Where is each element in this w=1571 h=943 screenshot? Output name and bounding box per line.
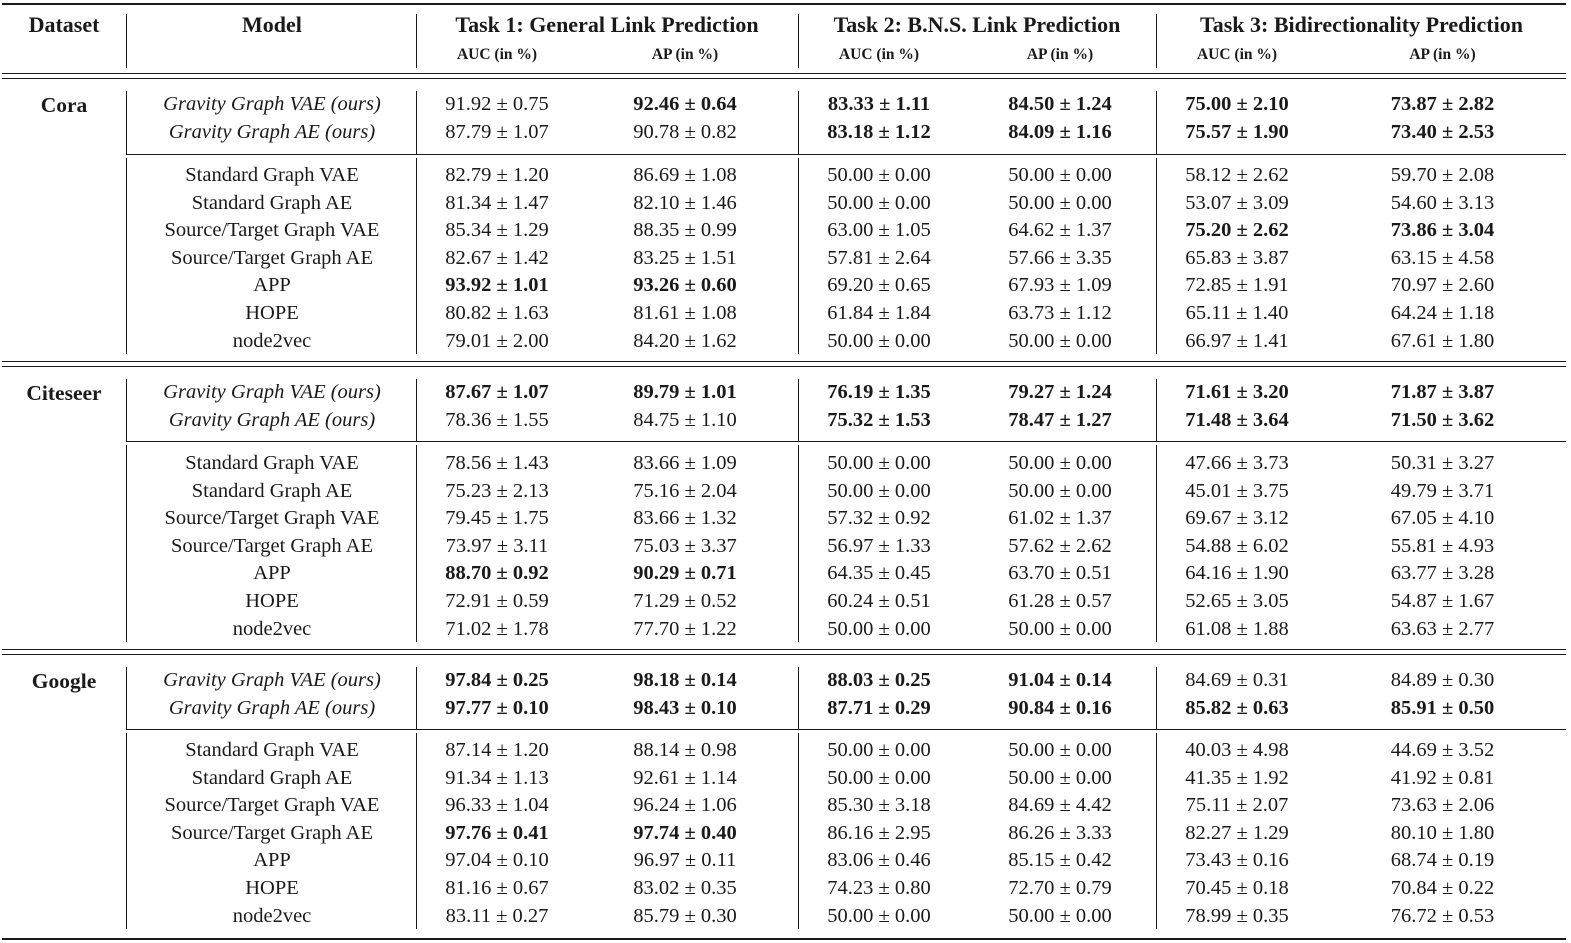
group-separator xyxy=(126,441,1566,442)
model-name: HOPE xyxy=(245,877,299,899)
metric-cell: 79.01 ± 2.00 xyxy=(445,330,549,352)
model-name: HOPE xyxy=(245,590,299,612)
model-name: Source/Target Graph AE xyxy=(171,822,373,844)
metric-cell: 88.14 ± 0.98 xyxy=(633,739,737,761)
metric-cell: 71.61 ± 3.20 xyxy=(1185,381,1289,403)
metric-cell: 84.50 ± 1.24 xyxy=(1008,93,1112,115)
metric-cell: 50.00 ± 0.00 xyxy=(827,452,931,474)
metric-cell: 81.16 ± 0.67 xyxy=(445,877,549,899)
metric-cell: 50.00 ± 0.00 xyxy=(827,739,931,761)
model-name: APP xyxy=(253,849,291,871)
double-rule xyxy=(2,366,1566,367)
metric-cell: 97.76 ± 0.41 xyxy=(445,822,549,844)
metric-cell: 84.69 ± 4.42 xyxy=(1008,794,1112,816)
metric-cell: 82.27 ± 1.29 xyxy=(1185,822,1289,844)
metric-cell: 83.02 ± 0.35 xyxy=(633,877,737,899)
metric-cell: 77.70 ± 1.22 xyxy=(633,618,737,640)
metric-cell: 86.16 ± 2.95 xyxy=(827,822,931,844)
column-divider xyxy=(126,158,127,354)
metric-cell: 91.04 ± 0.14 xyxy=(1008,669,1112,691)
metric-cell: 85.34 ± 1.29 xyxy=(445,219,549,241)
model-name: Source/Target Graph AE xyxy=(171,247,373,269)
metric-cell: 70.84 ± 0.22 xyxy=(1390,877,1495,899)
auc-subheader: AUC (in %) xyxy=(456,46,538,63)
metric-cell: 54.60 ± 3.13 xyxy=(1390,192,1495,214)
metric-cell: 78.36 ± 1.55 xyxy=(445,409,549,431)
metric-cell: 72.91 ± 0.59 xyxy=(445,590,549,612)
dataset-header: Dataset xyxy=(28,12,100,37)
metric-cell: 65.83 ± 3.87 xyxy=(1185,247,1289,269)
metric-cell: 47.66 ± 3.73 xyxy=(1185,452,1289,474)
metric-cell: 73.43 ± 0.16 xyxy=(1185,849,1289,871)
metric-cell: 66.97 ± 1.41 xyxy=(1185,330,1289,352)
model-name: Standard Graph VAE xyxy=(185,164,359,186)
metric-cell: 83.66 ± 1.09 xyxy=(633,452,737,474)
metric-cell: 57.32 ± 0.92 xyxy=(827,507,931,529)
metric-cell: 74.23 ± 0.80 xyxy=(827,877,931,899)
metric-cell: 61.84 ± 1.84 xyxy=(827,302,931,324)
metric-cell: 84.20 ± 1.62 xyxy=(633,330,737,352)
metric-cell: 83.66 ± 1.32 xyxy=(633,507,737,529)
metric-cell: 75.32 ± 1.53 xyxy=(827,409,931,431)
model-name: APP xyxy=(253,562,291,584)
column-divider xyxy=(416,733,417,929)
double-rule xyxy=(2,73,1566,74)
metric-cell: 91.92 ± 0.75 xyxy=(445,93,549,115)
metric-cell: 75.20 ± 2.62 xyxy=(1185,219,1289,241)
dataset-name: Google xyxy=(31,669,97,693)
metric-cell: 63.77 ± 3.28 xyxy=(1390,562,1495,584)
metric-cell: 73.87 ± 2.82 xyxy=(1390,93,1495,115)
metric-cell: 85.91 ± 0.50 xyxy=(1390,697,1495,719)
metric-cell: 90.84 ± 0.16 xyxy=(1008,697,1112,719)
metric-cell: 98.18 ± 0.14 xyxy=(633,669,737,691)
metric-cell: 63.63 ± 2.77 xyxy=(1390,618,1495,640)
metric-cell: 61.08 ± 1.88 xyxy=(1185,618,1289,640)
top-rule xyxy=(2,3,1566,5)
metric-cell: 78.47 ± 1.27 xyxy=(1008,409,1112,431)
metric-cell: 81.34 ± 1.47 xyxy=(445,192,549,214)
metric-cell: 61.28 ± 0.57 xyxy=(1008,590,1112,612)
metric-cell: 61.02 ± 1.37 xyxy=(1008,507,1112,529)
metric-cell: 75.03 ± 3.37 xyxy=(633,535,737,557)
metric-cell: 92.46 ± 0.64 xyxy=(633,93,737,115)
metric-cell: 63.15 ± 4.58 xyxy=(1390,247,1495,269)
metric-cell: 85.79 ± 0.30 xyxy=(633,905,737,927)
metric-cell: 83.11 ± 0.27 xyxy=(445,905,549,927)
metric-cell: 80.82 ± 1.63 xyxy=(445,302,549,324)
metric-cell: 54.87 ± 1.67 xyxy=(1390,590,1495,612)
metric-cell: 88.70 ± 0.92 xyxy=(445,562,549,584)
metric-cell: 50.00 ± 0.00 xyxy=(1008,192,1112,214)
metric-cell: 89.79 ± 1.01 xyxy=(633,381,737,403)
double-rule xyxy=(2,654,1566,655)
metric-cell: 72.70 ± 0.79 xyxy=(1008,877,1112,899)
group-separator xyxy=(126,729,1566,730)
column-divider xyxy=(1156,91,1157,154)
column-divider xyxy=(126,667,127,729)
metric-cell: 50.00 ± 0.00 xyxy=(827,618,931,640)
metric-cell: 40.03 ± 4.98 xyxy=(1185,739,1289,761)
metric-cell: 67.93 ± 1.09 xyxy=(1008,274,1112,296)
metric-cell: 90.78 ± 0.82 xyxy=(633,121,737,143)
model-name: Standard Graph AE xyxy=(191,480,353,502)
metric-cell: 81.61 ± 1.08 xyxy=(633,302,737,324)
metric-cell: 73.40 ± 2.53 xyxy=(1390,121,1495,143)
metric-cell: 50.00 ± 0.00 xyxy=(1008,767,1112,789)
metric-cell: 55.81 ± 4.93 xyxy=(1390,535,1495,557)
metric-cell: 93.26 ± 0.60 xyxy=(633,274,737,296)
metric-cell: 88.03 ± 0.25 xyxy=(827,669,931,691)
model-header: Model xyxy=(242,12,302,37)
metric-cell: 73.97 ± 3.11 xyxy=(445,535,549,557)
column-divider xyxy=(1156,158,1157,354)
metric-cell: 68.74 ± 0.19 xyxy=(1390,849,1495,871)
column-divider xyxy=(1156,14,1157,68)
metric-cell: 83.18 ± 1.12 xyxy=(827,121,931,143)
model-name: Standard Graph VAE xyxy=(185,452,359,474)
group-separator xyxy=(126,154,1566,155)
metric-cell: 64.35 ± 0.45 xyxy=(827,562,931,584)
metric-cell: 50.00 ± 0.00 xyxy=(1008,330,1112,352)
column-divider xyxy=(798,445,799,642)
metric-cell: 75.16 ± 2.04 xyxy=(633,480,737,502)
metric-cell: 41.35 ± 1.92 xyxy=(1185,767,1289,789)
metric-cell: 75.23 ± 2.13 xyxy=(445,480,549,502)
metric-cell: 45.01 ± 3.75 xyxy=(1185,480,1289,502)
ap-subheader: AP (in %) xyxy=(1026,46,1094,63)
metric-cell: 54.88 ± 6.02 xyxy=(1185,535,1289,557)
metric-cell: 50.31 ± 3.27 xyxy=(1390,452,1495,474)
dataset-name: Citeseer xyxy=(26,381,102,405)
metric-cell: 70.97 ± 2.60 xyxy=(1390,274,1495,296)
metric-cell: 75.11 ± 2.07 xyxy=(1185,794,1289,816)
metric-cell: 57.66 ± 3.35 xyxy=(1008,247,1112,269)
metric-cell: 73.86 ± 3.04 xyxy=(1390,219,1495,241)
metric-cell: 98.43 ± 0.10 xyxy=(633,697,737,719)
metric-cell: 57.81 ± 2.64 xyxy=(827,247,931,269)
metric-cell: 76.72 ± 0.53 xyxy=(1390,905,1495,927)
metric-cell: 50.00 ± 0.00 xyxy=(827,164,931,186)
metric-cell: 83.33 ± 1.11 xyxy=(827,93,931,115)
column-divider xyxy=(126,445,127,642)
model-name: HOPE xyxy=(245,302,299,324)
model-name: Gravity Graph VAE (ours) xyxy=(163,93,381,115)
metric-cell: 85.82 ± 0.63 xyxy=(1185,697,1289,719)
metric-cell: 64.62 ± 1.37 xyxy=(1008,219,1112,241)
metric-cell: 71.48 ± 3.64 xyxy=(1185,409,1289,431)
column-divider xyxy=(798,733,799,929)
column-divider xyxy=(126,14,127,68)
ap-subheader: AP (in %) xyxy=(1409,46,1476,63)
metric-cell: 70.45 ± 0.18 xyxy=(1185,877,1289,899)
metric-cell: 67.61 ± 1.80 xyxy=(1390,330,1495,352)
column-divider xyxy=(416,91,417,154)
model-name: APP xyxy=(253,274,291,296)
metric-cell: 64.24 ± 1.18 xyxy=(1390,302,1495,324)
metric-cell: 69.67 ± 3.12 xyxy=(1185,507,1289,529)
metric-cell: 63.70 ± 0.51 xyxy=(1008,562,1112,584)
model-name: Source/Target Graph AE xyxy=(171,535,373,557)
metric-cell: 71.87 ± 3.87 xyxy=(1390,381,1495,403)
metric-cell: 96.24 ± 1.06 xyxy=(633,794,737,816)
metric-cell: 63.73 ± 1.12 xyxy=(1008,302,1112,324)
metric-cell: 87.67 ± 1.07 xyxy=(445,381,549,403)
metric-cell: 79.27 ± 1.24 xyxy=(1008,381,1112,403)
metric-cell: 80.10 ± 1.80 xyxy=(1390,822,1495,844)
metric-cell: 97.74 ± 0.40 xyxy=(633,822,737,844)
dataset-name: Cora xyxy=(40,93,88,117)
model-name: node2vec xyxy=(232,905,312,927)
column-divider xyxy=(1156,733,1157,929)
model-name: Source/Target Graph VAE xyxy=(164,794,380,816)
model-name: Gravity Graph VAE (ours) xyxy=(163,669,381,691)
metric-cell: 87.71 ± 0.29 xyxy=(827,697,931,719)
auc-subheader: AUC (in %) xyxy=(838,46,920,63)
metric-cell: 82.67 ± 1.42 xyxy=(445,247,549,269)
bottom-rule xyxy=(2,938,1566,940)
metric-cell: 92.61 ± 1.14 xyxy=(633,767,737,789)
column-divider xyxy=(798,667,799,729)
metric-cell: 86.69 ± 1.08 xyxy=(633,164,737,186)
metric-cell: 96.97 ± 0.11 xyxy=(633,849,737,871)
metric-cell: 41.92 ± 0.81 xyxy=(1390,767,1495,789)
metric-cell: 49.79 ± 3.71 xyxy=(1390,480,1495,502)
column-divider xyxy=(798,158,799,354)
metric-cell: 65.11 ± 1.40 xyxy=(1185,302,1289,324)
metric-cell: 93.92 ± 1.01 xyxy=(445,274,549,296)
column-divider xyxy=(798,379,799,441)
metric-cell: 75.00 ± 2.10 xyxy=(1185,93,1289,115)
metric-cell: 83.06 ± 0.46 xyxy=(827,849,931,871)
metric-cell: 96.33 ± 1.04 xyxy=(445,794,549,816)
metric-cell: 87.79 ± 1.07 xyxy=(445,121,549,143)
task-header: Task 2: B.N.S. Link Prediction xyxy=(833,12,1121,37)
model-name: Gravity Graph AE (ours) xyxy=(168,409,376,431)
metric-cell: 69.20 ± 0.65 xyxy=(827,274,931,296)
metric-cell: 85.30 ± 3.18 xyxy=(827,794,931,816)
metric-cell: 56.97 ± 1.33 xyxy=(827,535,931,557)
metric-cell: 50.00 ± 0.00 xyxy=(1008,452,1112,474)
metric-cell: 71.02 ± 1.78 xyxy=(445,618,549,640)
metric-cell: 84.69 ± 0.31 xyxy=(1185,669,1289,691)
metric-cell: 71.50 ± 3.62 xyxy=(1390,409,1495,431)
metric-cell: 78.56 ± 1.43 xyxy=(445,452,549,474)
metric-cell: 90.29 ± 0.71 xyxy=(633,562,737,584)
metric-cell: 50.00 ± 0.00 xyxy=(827,192,931,214)
column-divider xyxy=(416,158,417,354)
metric-cell: 97.77 ± 0.10 xyxy=(445,697,549,719)
metric-cell: 85.15 ± 0.42 xyxy=(1008,849,1112,871)
metric-cell: 84.09 ± 1.16 xyxy=(1008,121,1112,143)
column-divider xyxy=(416,445,417,642)
model-name: Gravity Graph AE (ours) xyxy=(168,697,376,719)
column-divider xyxy=(416,379,417,441)
metric-cell: 67.05 ± 4.10 xyxy=(1390,507,1495,529)
model-name: Standard Graph AE xyxy=(191,767,353,789)
metric-cell: 50.00 ± 0.00 xyxy=(1008,164,1112,186)
metric-cell: 52.65 ± 3.05 xyxy=(1185,590,1289,612)
metric-cell: 79.45 ± 1.75 xyxy=(445,507,549,529)
model-name: Source/Target Graph VAE xyxy=(164,507,380,529)
column-divider xyxy=(126,733,127,929)
ap-subheader: AP (in %) xyxy=(651,46,719,63)
metric-cell: 44.69 ± 3.52 xyxy=(1390,739,1495,761)
double-rule xyxy=(2,361,1566,362)
metric-cell: 84.75 ± 1.10 xyxy=(633,409,737,431)
column-divider xyxy=(416,14,417,68)
column-divider xyxy=(1156,667,1157,729)
metric-cell: 64.16 ± 1.90 xyxy=(1185,562,1289,584)
metric-cell: 50.00 ± 0.00 xyxy=(1008,739,1112,761)
column-divider xyxy=(126,379,127,441)
double-rule xyxy=(2,78,1566,79)
metric-cell: 50.00 ± 0.00 xyxy=(827,330,931,352)
metric-cell: 59.70 ± 2.08 xyxy=(1390,164,1495,186)
task-header: Task 1: General Link Prediction xyxy=(455,12,759,37)
metric-cell: 50.00 ± 0.00 xyxy=(1008,905,1112,927)
model-name: Source/Target Graph VAE xyxy=(164,219,380,241)
metric-cell: 83.25 ± 1.51 xyxy=(633,247,737,269)
metric-cell: 50.00 ± 0.00 xyxy=(827,480,931,502)
metric-cell: 71.29 ± 0.52 xyxy=(633,590,737,612)
model-name: Standard Graph AE xyxy=(191,192,353,214)
model-name: Standard Graph VAE xyxy=(185,739,359,761)
column-divider xyxy=(798,14,799,68)
metric-cell: 72.85 ± 1.91 xyxy=(1185,274,1289,296)
metric-cell: 76.19 ± 1.35 xyxy=(827,381,931,403)
metric-cell: 60.24 ± 0.51 xyxy=(827,590,931,612)
column-divider xyxy=(1156,445,1157,642)
metric-cell: 78.99 ± 0.35 xyxy=(1185,905,1289,927)
metric-cell: 82.10 ± 1.46 xyxy=(633,192,737,214)
model-name: node2vec xyxy=(232,330,312,352)
model-name: Gravity Graph AE (ours) xyxy=(168,121,376,143)
column-divider xyxy=(1156,379,1157,441)
metric-cell: 87.14 ± 1.20 xyxy=(445,739,549,761)
task-header: Task 3: Bidirectionality Prediction xyxy=(1200,12,1523,37)
metric-cell: 91.34 ± 1.13 xyxy=(445,767,549,789)
metric-cell: 57.62 ± 2.62 xyxy=(1008,535,1112,557)
metric-cell: 84.89 ± 0.30 xyxy=(1390,669,1495,691)
model-name: Gravity Graph VAE (ours) xyxy=(163,381,381,403)
metric-cell: 97.04 ± 0.10 xyxy=(445,849,549,871)
metric-cell: 73.63 ± 2.06 xyxy=(1390,794,1495,816)
metric-cell: 75.57 ± 1.90 xyxy=(1185,121,1289,143)
metric-cell: 50.00 ± 0.00 xyxy=(1008,618,1112,640)
metric-cell: 50.00 ± 0.00 xyxy=(827,905,931,927)
column-divider xyxy=(416,667,417,729)
double-rule xyxy=(2,649,1566,650)
metric-cell: 82.79 ± 1.20 xyxy=(445,164,549,186)
column-divider xyxy=(126,91,127,154)
metric-cell: 50.00 ± 0.00 xyxy=(827,767,931,789)
model-name: node2vec xyxy=(232,618,312,640)
column-divider xyxy=(798,91,799,154)
metric-cell: 86.26 ± 3.33 xyxy=(1008,822,1112,844)
metric-cell: 63.00 ± 1.05 xyxy=(827,219,931,241)
metric-cell: 53.07 ± 3.09 xyxy=(1185,192,1289,214)
metric-cell: 50.00 ± 0.00 xyxy=(1008,480,1112,502)
auc-subheader: AUC (in %) xyxy=(1196,46,1278,63)
metric-cell: 88.35 ± 0.99 xyxy=(633,219,737,241)
metric-cell: 58.12 ± 2.62 xyxy=(1185,164,1289,186)
metric-cell: 97.84 ± 0.25 xyxy=(445,669,549,691)
